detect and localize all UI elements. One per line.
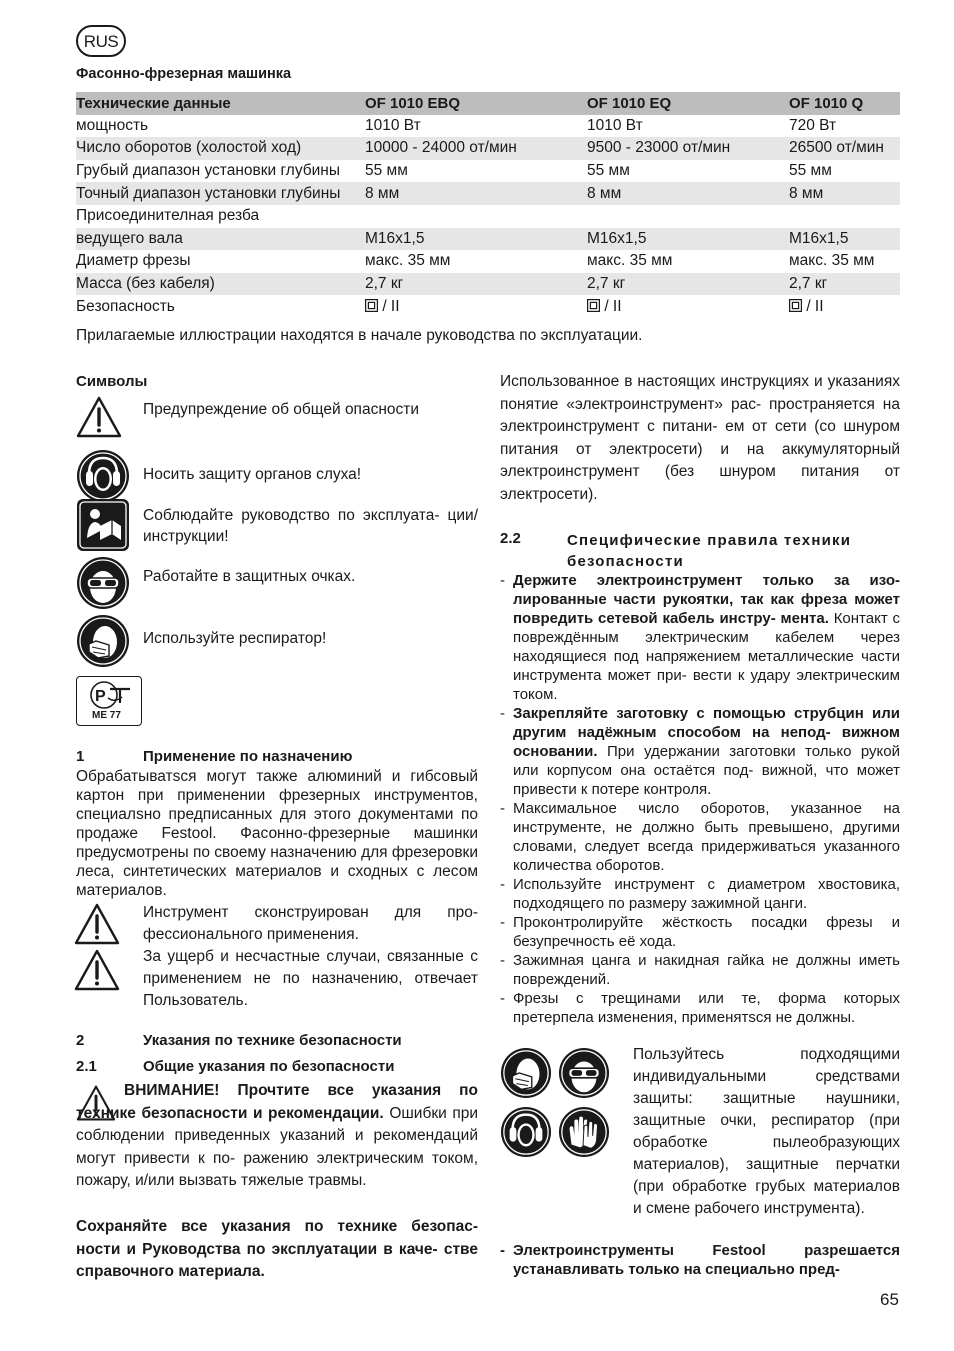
protection-class: / II	[604, 297, 622, 315]
technical-data-table	[76, 92, 900, 318]
table-cell: 8 мм	[365, 182, 587, 205]
list-item: - Используйте инструмент с диаметром хвостовика, подходящего по размеру зажимной цанги.	[500, 875, 900, 913]
eye-protection-icon	[558, 1047, 610, 1099]
attention-body: Ошибки при соблюдении приведенных указаний и рекомендаций могут привести к по- ражению электрическим током, пожару, и/или вызвать тяжелые травмы.	[76, 1104, 479, 1189]
list-item: - Зажимная цанга и накидная гайка не должны иметь повреждений.	[500, 951, 900, 989]
double-insulation-icon	[789, 299, 802, 312]
illustration-note: Прилагаемые иллюстрации находятся в начале руководства по эксплуатации.	[76, 327, 643, 344]
table-cell	[365, 205, 587, 228]
list-item	[500, 704, 900, 799]
symbol-label: Работайте в защитных очках.	[143, 568, 356, 585]
table-cell: мощность	[76, 116, 149, 134]
certification-mark	[76, 676, 142, 726]
table-cell: макс. 35 мм	[365, 252, 451, 270]
table-cell: M16x1,5	[789, 228, 900, 251]
table-header: OF 1010 EQ	[587, 92, 789, 115]
hearing-protection-icon	[76, 449, 130, 503]
table-cell: Число оборотов (холостой ход)	[76, 137, 365, 160]
gost-r-icon	[82, 679, 138, 711]
table-cell: макс. 35 мм	[587, 252, 673, 270]
page-number: 65	[880, 1290, 899, 1309]
table-cell: 55 мм	[789, 162, 832, 180]
language-badge: RUS	[76, 25, 126, 57]
table-row	[76, 273, 900, 296]
table-cell: макс. 35 мм	[789, 252, 875, 270]
table-cell: ведущего вала	[76, 228, 365, 251]
section-number: 2	[76, 1032, 85, 1049]
table-header: OF 1010 EBQ	[365, 92, 587, 115]
section-number: 1	[76, 748, 85, 765]
gloves-icon	[558, 1106, 610, 1158]
table-header: OF 1010 Q	[789, 92, 900, 115]
rule-bold: Закрепляйте заготовку с помощью струбцин или другим надёжным способом на непод- вижном основании.	[513, 705, 900, 760]
table-cell: 2,7 кг	[365, 273, 587, 296]
section-title: Общие указания по безопасности	[143, 1058, 395, 1075]
power-tool-definition: Использованное в настоящих инструкциях и указаниях понятие «электроинструмент» рас- пространяется на электроинструмент с питани- ем от сети (со шнуром питания от электросети) и на аккумуляторный электроинструмент (без шнуром питания от электросети).	[500, 373, 900, 503]
table-cell: 9500 - 23000 от/мин	[587, 137, 789, 160]
table-row	[76, 115, 900, 138]
table-cell: 1010 Вт	[365, 116, 421, 134]
rule-bold: Держите электроинструмент только за изо- лированные части рукоятки, так как фреза может повредить сетевой кабель инстру- мента.	[513, 572, 900, 627]
table-cell: Диаметр фрезы	[76, 252, 191, 270]
attention-warning: ВНИМАНИЕ! Прочтите все указания по технике безопасности и рекомендации.	[76, 1082, 478, 1122]
cert-code: ME 77	[92, 710, 121, 721]
section-title: Применение по назначению	[143, 748, 353, 765]
list-item: - Проконтролируйте жёсткость посадки фрезы и безупречность её хода.	[500, 913, 900, 951]
symbol-hearing-protection	[76, 449, 478, 501]
section-number: 2.1	[76, 1058, 97, 1075]
symbol-label: Соблюдайте руководство по эксплуата- ции/инструкции!	[143, 507, 478, 545]
double-insulation-icon	[365, 299, 378, 312]
rule-text: Контакт с повреждённым электрическим кабелем через находящиеся под напряжением металлические части инструмента может при- вести к удару электрическим током.	[513, 610, 900, 703]
table-cell: 8 мм	[587, 182, 789, 205]
list-item: - Фрезы с трещинами или те, форма которых претерпела изменения, применятsся не должны.	[500, 989, 900, 1027]
safety-rules-list-continued	[500, 1241, 900, 1279]
table-cell: 8 мм	[789, 182, 900, 205]
table-cell	[587, 295, 789, 318]
table-cell: Точный диапазон установки глубины	[76, 182, 365, 205]
table-cell: Безопасность	[76, 297, 175, 315]
table-cell	[789, 205, 900, 228]
section-2-1-heading	[76, 1058, 394, 1075]
list-item: - Электроинструменты Festool разрешается устанавливать только на специально пред-	[500, 1241, 900, 1279]
table-row	[76, 182, 900, 205]
read-manual-icon	[76, 498, 130, 552]
symbol-read-manual	[76, 498, 478, 554]
professional-use-note: Инструмент сконструирован для про- фессионального применения.	[143, 904, 478, 943]
symbol-label: Используйте респиратор!	[143, 630, 327, 647]
keep-instructions-note: Сохраняйте все указания по технике безопас- ности и Руководства по эксплуатации в каче- стве справочного материала.	[76, 1218, 478, 1280]
symbol-label: Предупреждение об общей опасности	[143, 401, 420, 418]
respirator-icon	[500, 1047, 552, 1099]
table-cell	[365, 295, 587, 318]
table-cell	[789, 295, 900, 318]
respirator-icon	[76, 614, 130, 668]
eye-protection-icon	[76, 556, 130, 610]
warning-icon	[74, 948, 120, 992]
section-title: Специфические правила техники безопасности	[567, 532, 852, 570]
table-cell: 10000 - 24000 от/мин	[365, 137, 587, 160]
symbols-heading: Символы	[76, 373, 148, 390]
table-cell: M16x1,5	[365, 228, 587, 251]
warning-icon	[74, 902, 120, 946]
double-insulation-icon	[587, 299, 600, 312]
protection-class: / II	[806, 297, 824, 315]
table-header: Технические данные	[76, 92, 365, 115]
table-cell	[587, 205, 789, 228]
table-cell: 2,7 кг	[789, 273, 900, 296]
symbol-general-warning	[76, 393, 478, 441]
section-1-heading	[76, 748, 352, 765]
section-1-body: Обрабатыватsся могут также алюминий и гибсовый картон при применении фрезерных инструментов, специалsно предписанных для этого документами по продаже Festool. Фасонно-фрезерные машинки предусмотрены по своему назначению для фрезеровки леса, синтетических материалов и сходных с лесом материалов.	[76, 768, 478, 899]
table-cell: Масса (без кабеля)	[76, 273, 365, 296]
ppe-note: Пользуйтесь подходящими индивидуальными средствами защиты: защитные наушники, защитные очки, респиратор (при обработке пылеобразующих материалов), защитные перчатки (при обработке грубых материалов и смене рабочего инструмента).	[633, 1046, 900, 1217]
table-row	[76, 250, 900, 273]
table-cell: Грубый диапазон установки глубины	[76, 162, 341, 180]
protection-class: / II	[382, 297, 400, 315]
table-cell: 26500 от/мин	[789, 137, 900, 160]
table-cell: 1010 Вт	[587, 116, 643, 134]
document-title: Фасонно-фрезерная машинка	[76, 66, 292, 82]
table-cell: Присоединителная резба	[76, 207, 260, 225]
attention-block	[76, 1080, 478, 1193]
table-row	[76, 137, 900, 160]
table-cell: M16x1,5	[587, 228, 789, 251]
section-2-heading	[76, 1032, 402, 1049]
symbol-respirator	[76, 614, 478, 670]
rule-text: При удержании заготовки только рукой или корпусом она остаётся под- вижной, что может привести к потере контроля.	[513, 743, 900, 798]
table-row	[76, 205, 900, 228]
section-2-2-heading	[500, 530, 900, 572]
table-row	[76, 228, 900, 251]
table-row	[76, 160, 900, 183]
table-header-row	[76, 92, 900, 115]
section-number: 2.2	[500, 530, 521, 547]
warning-icon	[76, 395, 122, 439]
table-row	[76, 295, 900, 318]
hearing-protection-icon	[500, 1106, 552, 1158]
symbol-label: Носить защиту органов слуха!	[143, 466, 362, 483]
table-cell: 55 мм	[587, 162, 630, 180]
section-title: Указания по технике безопасности	[143, 1032, 402, 1049]
list-item	[500, 571, 900, 704]
symbol-eye-protection	[76, 556, 478, 612]
liability-note: За ущерб и несчастные случаи, связанные с применением не по назначению, отвечает Пользователь.	[143, 948, 478, 1009]
table-cell: 720 Вт	[789, 116, 837, 134]
table-cell: 2,7 кг	[587, 273, 789, 296]
safety-rules-list	[500, 571, 900, 1027]
svg-text:P: P	[95, 688, 106, 705]
table-cell: 55 мм	[365, 162, 408, 180]
list-item: - Максимальное число оборотов, указанное на инструменте, не должно быть превышено, другими словами, следует всегда придерживаться указанного количества оборотов.	[500, 799, 900, 875]
